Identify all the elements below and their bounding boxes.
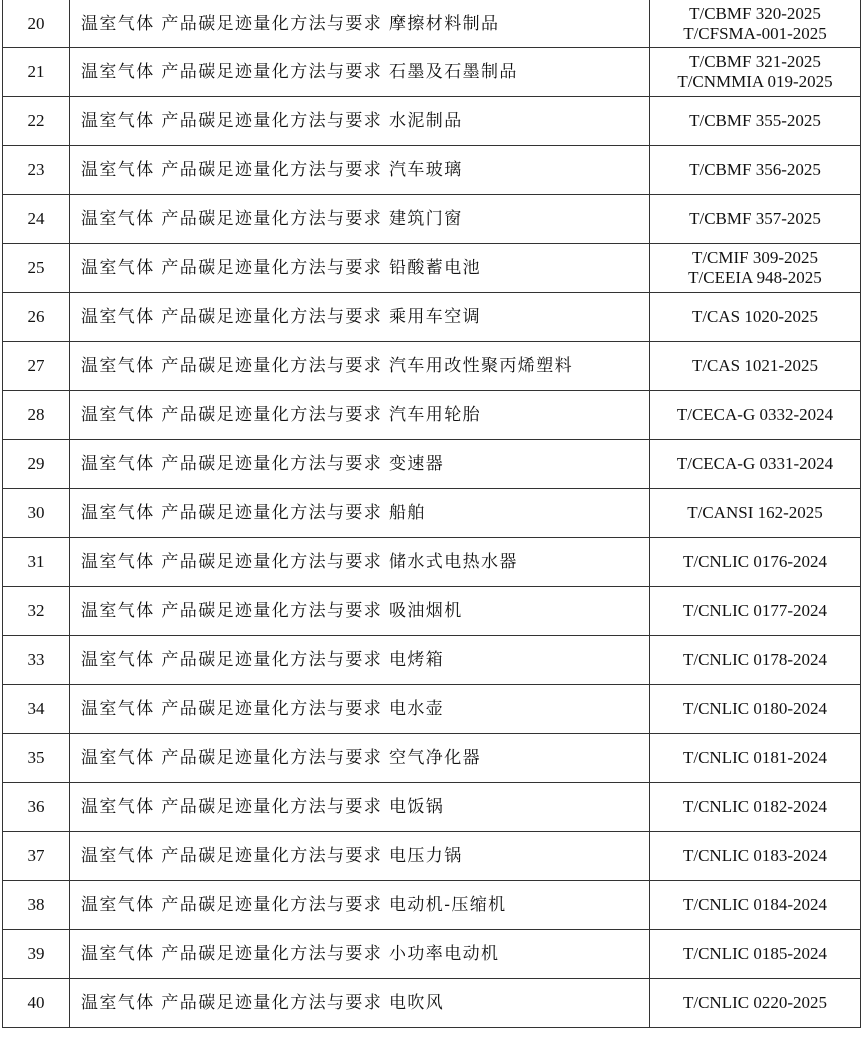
- row-number: 20: [3, 0, 70, 48]
- standard-code: T/CNMMIA 019-2025: [677, 72, 833, 91]
- standard-code: T/CNLIC 0220-2025: [682, 993, 828, 1012]
- standard-code-cell: [650, 685, 861, 734]
- standard-code: T/CNLIC 0182-2024: [682, 797, 828, 816]
- standard-code-cell: [650, 146, 861, 195]
- standard-code-cell: [650, 0, 861, 48]
- row-number: 30: [3, 489, 70, 538]
- standard-name: 温室气体 产品碳足迹量化方法与要求 电压力锅: [70, 832, 650, 881]
- standard-code-cell: [650, 734, 861, 783]
- standard-name: 温室气体 产品碳足迹量化方法与要求 电饭锅: [70, 783, 650, 832]
- table-row: [3, 48, 861, 97]
- standard-code: T/CNLIC 0176-2024: [682, 552, 828, 571]
- standard-name: 温室气体 产品碳足迹量化方法与要求 石墨及石墨制品: [70, 48, 650, 97]
- standard-code-cell: [650, 538, 861, 587]
- row-number: 27: [3, 342, 70, 391]
- standard-code: T/CMIF 309-2025: [691, 248, 819, 267]
- standard-name: 温室气体 产品碳足迹量化方法与要求 汽车玻璃: [70, 146, 650, 195]
- row-number: 35: [3, 734, 70, 783]
- standard-code-cell: [650, 391, 861, 440]
- table-row: [3, 734, 861, 783]
- standard-name: 温室气体 产品碳足迹量化方法与要求 汽车用改性聚丙烯塑料: [70, 342, 650, 391]
- row-number: 22: [3, 97, 70, 146]
- standard-code-cell: [650, 636, 861, 685]
- standard-name: 温室气体 产品碳足迹量化方法与要求 吸油烟机: [70, 587, 650, 636]
- standard-code-cell: [650, 930, 861, 979]
- standard-code-cell: [650, 979, 861, 1028]
- row-number: 38: [3, 881, 70, 930]
- row-number: 29: [3, 440, 70, 489]
- standard-name: 温室气体 产品碳足迹量化方法与要求 船舶: [70, 489, 650, 538]
- table-row: [3, 440, 861, 489]
- table-row: [3, 391, 861, 440]
- standard-name: 温室气体 产品碳足迹量化方法与要求 汽车用轮胎: [70, 391, 650, 440]
- standard-code: T/CFSMA-001-2025: [683, 23, 827, 43]
- standard-code-cell: [650, 587, 861, 636]
- table-row: [3, 636, 861, 685]
- row-number: 23: [3, 146, 70, 195]
- standard-name: 温室气体 产品碳足迹量化方法与要求 电烤箱: [70, 636, 650, 685]
- row-number: 31: [3, 538, 70, 587]
- standard-name: 温室气体 产品碳足迹量化方法与要求 乘用车空调: [70, 293, 650, 342]
- table-row: [3, 342, 861, 391]
- standard-code-cell: [650, 97, 861, 146]
- table-row: [3, 587, 861, 636]
- standard-code-cell: [650, 342, 861, 391]
- standard-name: 温室气体 产品碳足迹量化方法与要求 电水壶: [70, 685, 650, 734]
- standard-code: T/CNLIC 0178-2024: [682, 650, 828, 669]
- table-row: [3, 195, 861, 244]
- standard-code-cell: [650, 48, 861, 97]
- standard-code-cell: [650, 244, 861, 293]
- standard-code: T/CNLIC 0181-2024: [682, 748, 828, 767]
- row-number: 39: [3, 930, 70, 979]
- row-number: 24: [3, 195, 70, 244]
- row-number: 25: [3, 244, 70, 293]
- standard-name: 温室气体 产品碳足迹量化方法与要求 变速器: [70, 440, 650, 489]
- standard-code: T/CAS 1020-2025: [691, 307, 819, 326]
- standard-code: T/CNLIC 0185-2024: [682, 944, 828, 963]
- row-number: 21: [3, 48, 70, 97]
- standard-code: T/CEEIA 948-2025: [688, 268, 822, 287]
- standard-code: T/CNLIC 0183-2024: [682, 846, 828, 865]
- row-number: 37: [3, 832, 70, 881]
- table-row: [3, 244, 861, 293]
- table-row: [3, 97, 861, 146]
- standard-code: T/CNLIC 0184-2024: [682, 895, 828, 914]
- standard-code: T/CAS 1021-2025: [691, 356, 819, 375]
- standard-code: T/CBMF 355-2025: [689, 111, 821, 130]
- standard-code: T/CBMF 321-2025: [689, 52, 821, 71]
- standard-code: T/CNLIC 0180-2024: [682, 699, 828, 718]
- table-row: [3, 881, 861, 930]
- row-number: 36: [3, 783, 70, 832]
- row-number: 28: [3, 391, 70, 440]
- standard-name: 温室气体 产品碳足迹量化方法与要求 水泥制品: [70, 97, 650, 146]
- table-row: [3, 979, 861, 1028]
- table-row: [3, 293, 861, 342]
- standard-name: 温室气体 产品碳足迹量化方法与要求 储水式电热水器: [70, 538, 650, 587]
- standard-code-cell: [650, 783, 861, 832]
- standard-code: T/CBMF 357-2025: [689, 209, 821, 228]
- table-row: [3, 930, 861, 979]
- row-number: 40: [3, 979, 70, 1028]
- standard-code: T/CNLIC 0177-2024: [682, 601, 828, 620]
- standard-code-cell: [650, 832, 861, 881]
- standard-name: 温室气体 产品碳足迹量化方法与要求 小功率电动机: [70, 930, 650, 979]
- standard-code: T/CECA-G 0332-2024: [676, 405, 834, 424]
- row-number: 34: [3, 685, 70, 734]
- standard-code: T/CANSI 162-2025: [687, 503, 823, 522]
- row-number: 26: [3, 293, 70, 342]
- standard-code: T/CBMF 356-2025: [689, 160, 821, 179]
- table-row: [3, 685, 861, 734]
- standards-table: [2, 0, 861, 1028]
- standard-name: 温室气体 产品碳足迹量化方法与要求 电吹风: [70, 979, 650, 1028]
- table-row: [3, 783, 861, 832]
- row-number: 33: [3, 636, 70, 685]
- standard-code-cell: [650, 293, 861, 342]
- standard-code: T/CBMF 320-2025: [689, 3, 821, 23]
- standard-code-cell: [650, 489, 861, 538]
- standard-name: 温室气体 产品碳足迹量化方法与要求 空气净化器: [70, 734, 650, 783]
- table-body: [3, 0, 861, 1028]
- table-row: [3, 538, 861, 587]
- standard-name: 温室气体 产品碳足迹量化方法与要求 摩擦材料制品: [70, 0, 650, 48]
- standard-code: T/CECA-G 0331-2024: [676, 454, 834, 473]
- table-row: [3, 489, 861, 538]
- standard-name: 温室气体 产品碳足迹量化方法与要求 建筑门窗: [70, 195, 650, 244]
- standard-name: 温室气体 产品碳足迹量化方法与要求 电动机-压缩机: [70, 881, 650, 930]
- standard-code-cell: [650, 440, 861, 489]
- table-row: [3, 832, 861, 881]
- standard-code-cell: [650, 881, 861, 930]
- table-row: [3, 0, 861, 48]
- row-number: 32: [3, 587, 70, 636]
- standard-code-cell: [650, 195, 861, 244]
- table-row: [3, 146, 861, 195]
- standard-name: 温室气体 产品碳足迹量化方法与要求 铅酸蓄电池: [70, 244, 650, 293]
